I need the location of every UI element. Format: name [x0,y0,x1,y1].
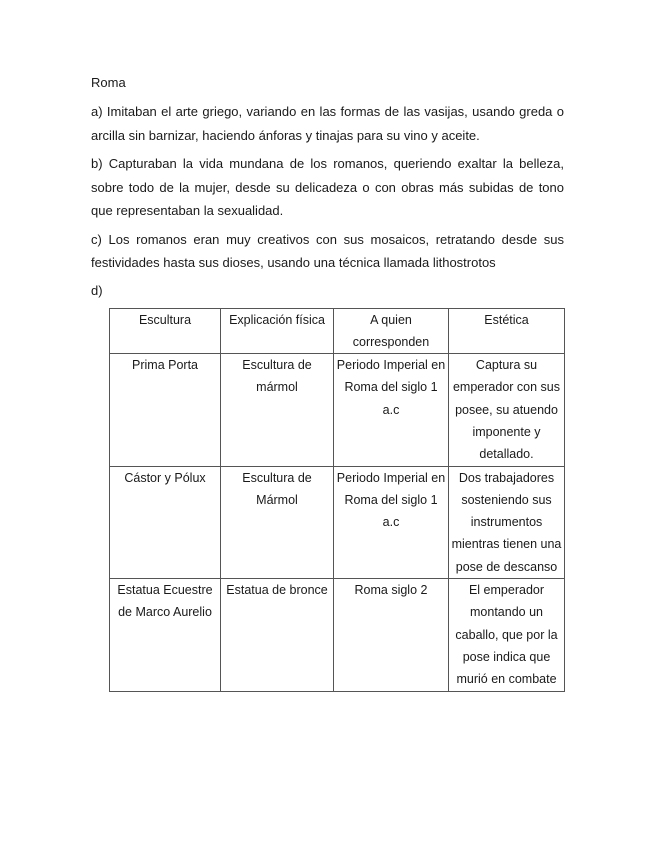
sculpture-table [109,308,565,692]
paragraph-b: b) Capturaban la vida mundana de los romanos, queriendo exaltar la belleza, sobre todo de la mujer, desde su delicadeza o con obras más subidas de tono que representaban la sexualidad. [91,156,564,218]
document-heading: Roma [91,75,126,90]
table-cell: Estatua de bronce [221,579,334,691]
header-explicacion: Explicación física [221,308,334,354]
paragraph-c: c) Los romanos eran muy creativos con sus mosaicos, retratando desde sus festividades hasta sus dioses, usando una técnica llamada lithostrotos [91,231,564,270]
header-estetica: Estética [449,308,565,354]
table-cell: Escultura de mármol [221,354,334,466]
header-escultura: Escultura [110,308,221,354]
paragraph-a: a) Imitaban el arte griego, variando en las formas de las vasijas, usando greda o arcilla sin barnizar, haciendo ánforas y tinajas para su vino y aceite. [91,104,564,143]
table-cell: El emperador montando un caballo, que por la pose indica que murió en combate [449,579,565,691]
table-cell: Captura su emperador con sus posee, su atuendo imponente y detallado. [449,354,565,466]
table-cell: Cástor y Pólux [110,466,221,578]
table-cell: Periodo Imperial en Roma del siglo 1 a.c [334,354,449,466]
table-cell: Escultura de Mármol [221,466,334,578]
table-row [110,579,565,691]
table-cell: Dos trabajadores sosteniendo sus instrumentos mientras tienen una pose de descanso [449,466,565,578]
header-a-quien: A quien corresponden [334,308,449,354]
table-cell: Prima Porta [110,354,221,466]
table-cell: Roma siglo 2 [334,579,449,691]
table-row [110,354,565,466]
table-header-row [110,308,565,354]
table-cell: Periodo Imperial en Roma del siglo 1 a.c [334,466,449,578]
document-page [91,72,564,692]
table-row [110,466,565,578]
section-d-label: d) [91,282,103,298]
table-cell: Estatua Ecuestre de Marco Aurelio [110,579,221,691]
